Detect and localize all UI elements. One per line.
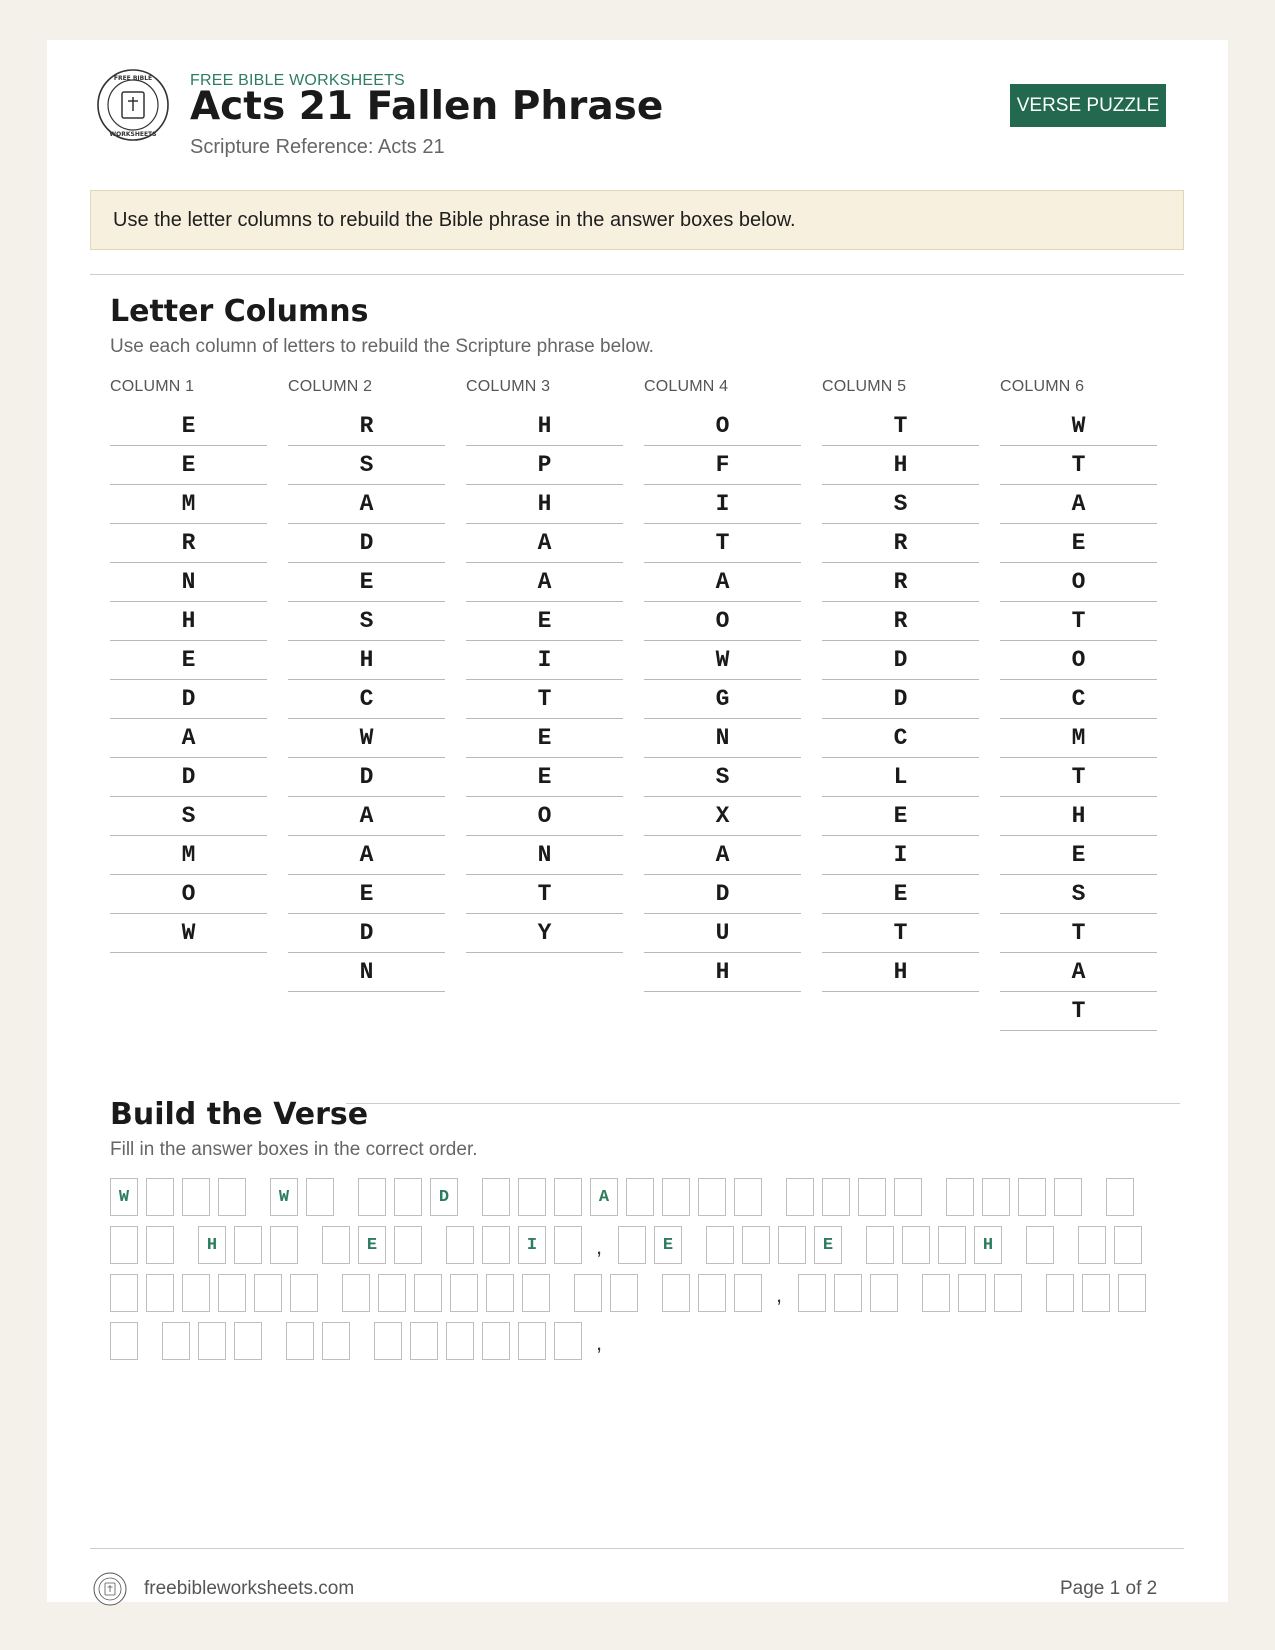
answer-box[interactable] bbox=[662, 1274, 690, 1312]
letter-columns bbox=[110, 376, 1160, 1036]
column-letter: T bbox=[1000, 602, 1157, 641]
answer-box[interactable] bbox=[734, 1274, 762, 1312]
answer-box[interactable] bbox=[902, 1226, 930, 1264]
answer-box[interactable] bbox=[858, 1178, 886, 1216]
answer-box[interactable] bbox=[1026, 1226, 1054, 1264]
letter-column bbox=[644, 376, 801, 992]
answer-box[interactable] bbox=[778, 1226, 806, 1264]
answer-box[interactable] bbox=[374, 1322, 402, 1360]
column-letter: H bbox=[110, 602, 267, 641]
column-letter: H bbox=[644, 953, 801, 992]
answer-box[interactable] bbox=[254, 1274, 282, 1312]
answer-box[interactable] bbox=[734, 1178, 762, 1216]
column-letter: A bbox=[1000, 485, 1157, 524]
column-letter: M bbox=[110, 836, 267, 875]
column-letter: I bbox=[644, 485, 801, 524]
answer-box[interactable] bbox=[290, 1274, 318, 1312]
column-letter: C bbox=[822, 719, 979, 758]
answer-box[interactable] bbox=[554, 1322, 582, 1360]
page-number: Page 1 of 2 bbox=[1060, 1578, 1158, 1599]
column-letter: D bbox=[110, 758, 267, 797]
answer-box[interactable] bbox=[698, 1178, 726, 1216]
column-letter: A bbox=[644, 563, 801, 602]
answer-box[interactable] bbox=[162, 1322, 190, 1360]
column-letter: G bbox=[644, 680, 801, 719]
column-letter: N bbox=[466, 836, 623, 875]
column-letter: D bbox=[288, 524, 445, 563]
column-letter: W bbox=[1000, 407, 1157, 446]
column-letter: E bbox=[466, 758, 623, 797]
answer-box[interactable] bbox=[1078, 1226, 1106, 1264]
column-letter: A bbox=[288, 797, 445, 836]
answer-grid bbox=[110, 1178, 1180, 1378]
logo-text-bottom: WORKSHEETS bbox=[109, 131, 157, 138]
answer-box[interactable]: H bbox=[974, 1226, 1002, 1264]
answer-box[interactable]: E bbox=[654, 1226, 682, 1264]
column-letter: R bbox=[822, 524, 979, 563]
answer-box[interactable] bbox=[270, 1226, 298, 1264]
column-letter: W bbox=[644, 641, 801, 680]
column-letter: E bbox=[466, 719, 623, 758]
answer-box[interactable] bbox=[822, 1178, 850, 1216]
letter-column bbox=[822, 376, 979, 992]
column-letter: H bbox=[822, 446, 979, 485]
column-letter: C bbox=[288, 680, 445, 719]
column-letter: T bbox=[822, 407, 979, 446]
column-letter: E bbox=[1000, 836, 1157, 875]
column-letter: H bbox=[466, 485, 623, 524]
column-letter: D bbox=[644, 875, 801, 914]
answer-box[interactable] bbox=[322, 1322, 350, 1360]
column-letter: S bbox=[1000, 875, 1157, 914]
answer-box[interactable] bbox=[322, 1226, 350, 1264]
column-letter: O bbox=[110, 875, 267, 914]
column-letter: A bbox=[466, 563, 623, 602]
instructions-text: Use the letter columns to rebuild the Bible phrase in the answer boxes below. bbox=[113, 208, 796, 231]
letter-column bbox=[1000, 376, 1157, 1031]
column-letter: D bbox=[822, 641, 979, 680]
column-letter: X bbox=[644, 797, 801, 836]
answer-box[interactable] bbox=[358, 1178, 386, 1216]
answer-box[interactable] bbox=[198, 1322, 226, 1360]
divider bbox=[346, 1103, 1180, 1104]
column-letter: W bbox=[288, 719, 445, 758]
column-letter: T bbox=[1000, 446, 1157, 485]
answer-box[interactable] bbox=[1118, 1274, 1146, 1312]
answer-box[interactable] bbox=[1114, 1226, 1142, 1264]
answer-box[interactable] bbox=[870, 1274, 898, 1312]
column-letter: N bbox=[110, 563, 267, 602]
answer-box[interactable] bbox=[482, 1178, 510, 1216]
answer-box[interactable] bbox=[182, 1178, 210, 1216]
footer-site: freebibleworksheets.com bbox=[144, 1578, 355, 1599]
column-letter: W bbox=[110, 914, 267, 953]
answer-punctuation: , bbox=[596, 1330, 603, 1355]
column-label: COLUMN 5 bbox=[822, 378, 907, 395]
answer-box[interactable] bbox=[234, 1322, 262, 1360]
column-letter: E bbox=[288, 875, 445, 914]
answer-box[interactable] bbox=[922, 1274, 950, 1312]
column-letter: S bbox=[288, 446, 445, 485]
brand-label: FREE BIBLE WORKSHEETS bbox=[190, 72, 405, 89]
column-letter: M bbox=[110, 485, 267, 524]
column-letter: F bbox=[644, 446, 801, 485]
column-letter: A bbox=[288, 485, 445, 524]
answer-box[interactable] bbox=[522, 1274, 550, 1312]
column-letter: D bbox=[288, 758, 445, 797]
answer-box[interactable]: E bbox=[814, 1226, 842, 1264]
answer-box[interactable] bbox=[182, 1274, 210, 1312]
answer-box[interactable]: W bbox=[270, 1178, 298, 1216]
answer-box[interactable] bbox=[610, 1274, 638, 1312]
answer-box[interactable] bbox=[626, 1178, 654, 1216]
divider bbox=[90, 274, 1184, 275]
column-letter: C bbox=[1000, 680, 1157, 719]
column-letter: M bbox=[1000, 719, 1157, 758]
answer-box[interactable]: D bbox=[430, 1178, 458, 1216]
column-letter: E bbox=[288, 563, 445, 602]
answer-box[interactable] bbox=[958, 1274, 986, 1312]
column-letter: D bbox=[822, 680, 979, 719]
column-letter: H bbox=[1000, 797, 1157, 836]
answer-box[interactable] bbox=[554, 1178, 582, 1216]
answer-box[interactable]: H bbox=[198, 1226, 226, 1264]
answer-box[interactable] bbox=[146, 1274, 174, 1312]
answer-box[interactable] bbox=[306, 1178, 334, 1216]
column-letter: O bbox=[1000, 563, 1157, 602]
answer-box[interactable]: E bbox=[358, 1226, 386, 1264]
logo-icon bbox=[96, 68, 170, 142]
column-letter: U bbox=[644, 914, 801, 953]
column-letter: E bbox=[110, 407, 267, 446]
column-letter: O bbox=[644, 407, 801, 446]
column-letter: E bbox=[110, 641, 267, 680]
column-letter: N bbox=[644, 719, 801, 758]
answer-box[interactable]: W bbox=[110, 1178, 138, 1216]
answer-box[interactable] bbox=[946, 1178, 974, 1216]
footer-divider bbox=[90, 1548, 1184, 1549]
column-letter: S bbox=[644, 758, 801, 797]
answer-box[interactable] bbox=[410, 1322, 438, 1360]
column-letter: O bbox=[644, 602, 801, 641]
build-verse-description: Fill in the answer boxes in the correct order. bbox=[110, 1139, 478, 1160]
column-letter: H bbox=[288, 641, 445, 680]
answer-box[interactable] bbox=[786, 1178, 814, 1216]
answer-box[interactable] bbox=[110, 1274, 138, 1312]
logo-text-top: FREE BIBLE bbox=[113, 75, 153, 82]
column-letter: T bbox=[1000, 914, 1157, 953]
answer-box[interactable] bbox=[482, 1322, 510, 1360]
answer-box[interactable] bbox=[994, 1274, 1022, 1312]
verse-puzzle-badge: VERSE PUZZLE bbox=[1010, 84, 1166, 127]
column-letter: T bbox=[1000, 758, 1157, 797]
build-verse-title: Build the Verse bbox=[110, 1097, 369, 1132]
letter-column bbox=[110, 376, 267, 953]
answer-box[interactable] bbox=[1082, 1274, 1110, 1312]
column-letter: S bbox=[110, 797, 267, 836]
answer-box[interactable] bbox=[798, 1274, 826, 1312]
letter-column bbox=[466, 376, 623, 953]
answer-box[interactable]: A bbox=[590, 1178, 618, 1216]
answer-box[interactable] bbox=[1018, 1178, 1046, 1216]
answer-punctuation: , bbox=[596, 1234, 603, 1259]
column-letter: I bbox=[466, 641, 623, 680]
answer-box[interactable] bbox=[574, 1274, 602, 1312]
column-label: COLUMN 1 bbox=[110, 378, 195, 395]
answer-box[interactable]: I bbox=[518, 1226, 546, 1264]
column-letter: S bbox=[288, 602, 445, 641]
column-letter: D bbox=[288, 914, 445, 953]
column-label: COLUMN 2 bbox=[288, 378, 373, 395]
column-letter: I bbox=[822, 836, 979, 875]
column-label: COLUMN 3 bbox=[466, 378, 551, 395]
answer-box[interactable] bbox=[342, 1274, 370, 1312]
page-title: Acts 21 Fallen Phrase bbox=[190, 84, 664, 129]
column-letter: A bbox=[288, 836, 445, 875]
answer-box[interactable] bbox=[834, 1274, 862, 1312]
answer-box[interactable] bbox=[234, 1226, 262, 1264]
answer-box[interactable] bbox=[894, 1178, 922, 1216]
column-letter: T bbox=[644, 524, 801, 563]
answer-box[interactable] bbox=[146, 1226, 174, 1264]
answer-box[interactable] bbox=[742, 1226, 770, 1264]
column-letter: P bbox=[466, 446, 623, 485]
answer-box[interactable] bbox=[486, 1274, 514, 1312]
column-letter: R bbox=[110, 524, 267, 563]
answer-box[interactable] bbox=[218, 1274, 246, 1312]
column-letter: O bbox=[1000, 641, 1157, 680]
scripture-reference: Scripture Reference: Acts 21 bbox=[190, 136, 445, 158]
answer-box[interactable] bbox=[554, 1226, 582, 1264]
answer-box[interactable] bbox=[446, 1226, 474, 1264]
answer-box[interactable] bbox=[482, 1226, 510, 1264]
column-letter: E bbox=[1000, 524, 1157, 563]
column-label: COLUMN 4 bbox=[644, 378, 729, 395]
letter-column bbox=[288, 376, 445, 992]
column-letter: R bbox=[288, 407, 445, 446]
column-letter: A bbox=[644, 836, 801, 875]
column-label: COLUMN 6 bbox=[1000, 378, 1085, 395]
column-letter: S bbox=[822, 485, 979, 524]
answer-box[interactable] bbox=[1106, 1178, 1134, 1216]
column-letter: H bbox=[466, 407, 623, 446]
column-letter: T bbox=[1000, 992, 1157, 1031]
column-letter: A bbox=[1000, 953, 1157, 992]
column-letter: R bbox=[822, 563, 979, 602]
answer-box[interactable] bbox=[394, 1178, 422, 1216]
column-letter: T bbox=[822, 914, 979, 953]
answer-box[interactable] bbox=[450, 1274, 478, 1312]
answer-box[interactable] bbox=[394, 1226, 422, 1264]
answer-box[interactable] bbox=[938, 1226, 966, 1264]
answer-box[interactable] bbox=[414, 1274, 442, 1312]
answer-box[interactable] bbox=[1054, 1178, 1082, 1216]
answer-box[interactable] bbox=[662, 1178, 690, 1216]
column-letter: E bbox=[822, 875, 979, 914]
answer-box[interactable] bbox=[110, 1322, 138, 1360]
column-letter: H bbox=[822, 953, 979, 992]
column-letter: T bbox=[466, 680, 623, 719]
answer-box[interactable] bbox=[518, 1178, 546, 1216]
column-letter: L bbox=[822, 758, 979, 797]
answer-box[interactable] bbox=[446, 1322, 474, 1360]
column-letter: T bbox=[466, 875, 623, 914]
column-letter: N bbox=[288, 953, 445, 992]
answer-box[interactable] bbox=[866, 1226, 894, 1264]
column-letter: A bbox=[110, 719, 267, 758]
letter-columns-title: Letter Columns bbox=[110, 294, 369, 329]
answer-box[interactable] bbox=[698, 1274, 726, 1312]
column-letter: Y bbox=[466, 914, 623, 953]
column-letter: R bbox=[822, 602, 979, 641]
answer-box[interactable] bbox=[218, 1178, 246, 1216]
footer-logo-icon bbox=[93, 1572, 127, 1606]
answer-box[interactable] bbox=[286, 1322, 314, 1360]
answer-box[interactable] bbox=[146, 1178, 174, 1216]
answer-punctuation: , bbox=[776, 1282, 783, 1307]
letter-columns-description: Use each column of letters to rebuild the Scripture phrase below. bbox=[110, 336, 654, 357]
answer-box[interactable] bbox=[618, 1226, 646, 1264]
column-letter: A bbox=[466, 524, 623, 563]
column-letter: E bbox=[466, 602, 623, 641]
column-letter: E bbox=[110, 446, 267, 485]
answer-box[interactable] bbox=[982, 1178, 1010, 1216]
answer-box[interactable] bbox=[378, 1274, 406, 1312]
answer-box[interactable] bbox=[706, 1226, 734, 1264]
answer-box[interactable] bbox=[1046, 1274, 1074, 1312]
answer-box[interactable] bbox=[518, 1322, 546, 1360]
answer-box[interactable] bbox=[110, 1226, 138, 1264]
column-letter: E bbox=[822, 797, 979, 836]
column-letter: O bbox=[466, 797, 623, 836]
instructions-box bbox=[90, 190, 1184, 250]
column-letter: D bbox=[110, 680, 267, 719]
